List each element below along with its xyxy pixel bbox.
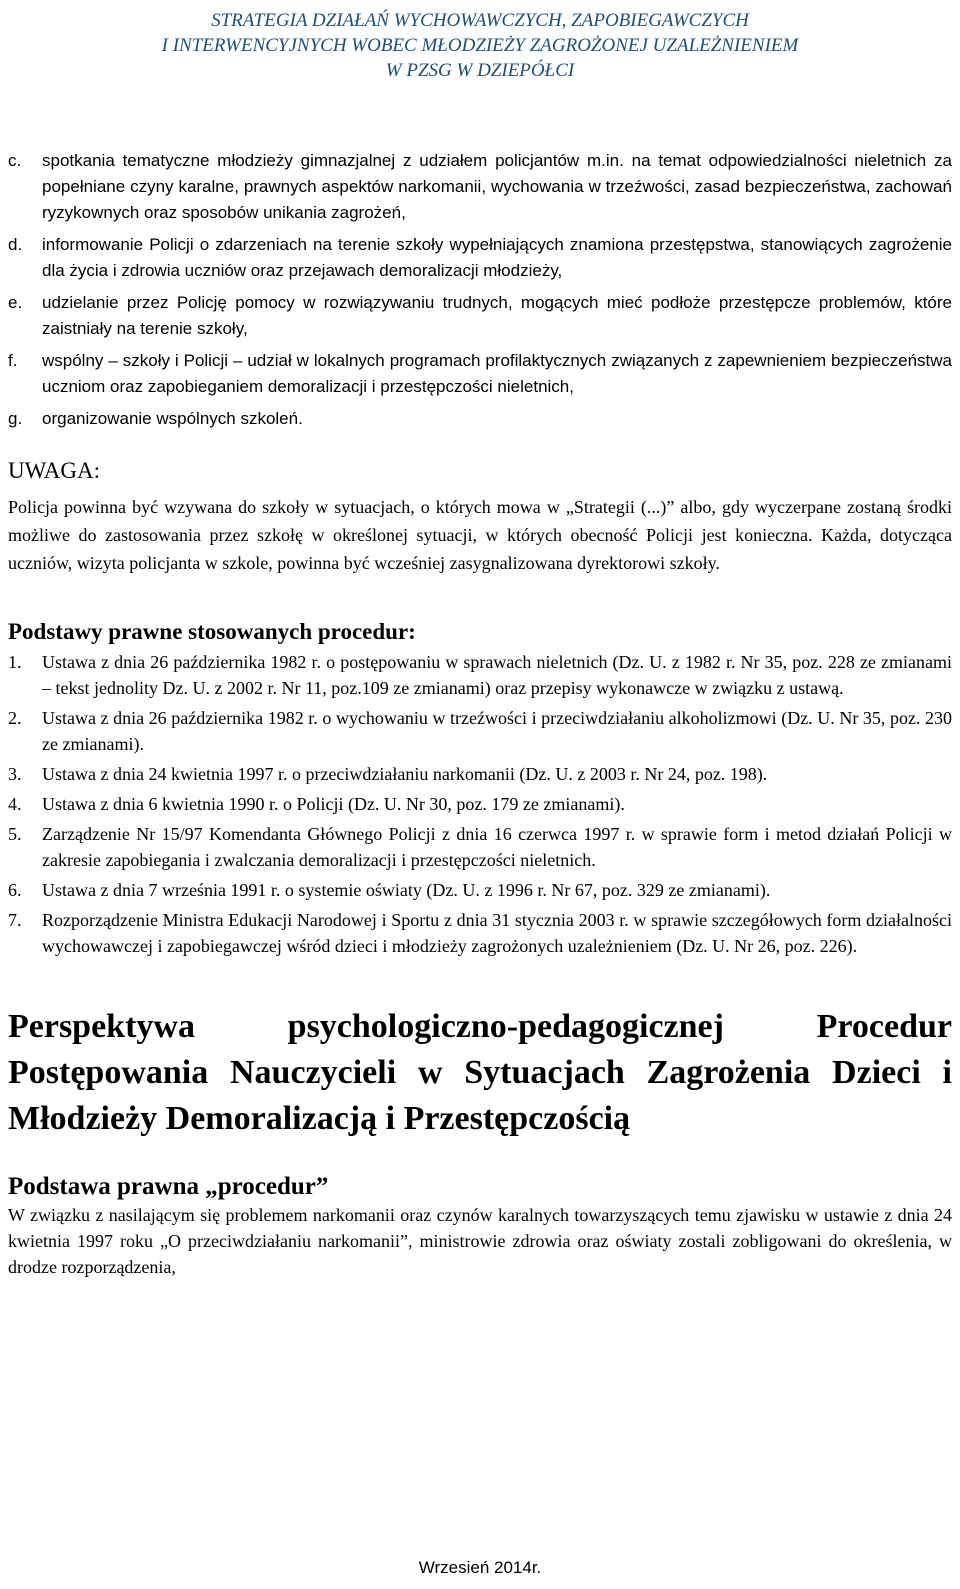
- list-item: [8, 232, 952, 284]
- note-text: Policja powinna być wzywana do szkoły w sytuacjach, o których mowa w „Strategii (...)” albo, gdy wyczerpane zostaną środki możliwe do zastosowania przez szkołę w określonej sytuacji, w których obecność Policji jest konieczna. Każda, dotycząca uczniów, wizyta policjanta w szkole, powinna być wcześniej zasygnalizowana dyrektorowi szkoły.: [8, 497, 952, 573]
- body-paragraph: W związku z nasilającym się problemem narkomanii oraz czynów karalnych towarzyszących temu zjawisku w ustawie z dnia 24 kwietnia 1997 roku „O przeciwdziałaniu narkomanii”, ministrowie zdrowia oraz oświaty zostali zobligowani do określenia, w drodze rozporządzenia,: [8, 1205, 952, 1277]
- header-line-3: W PZSG W DZIEPÓŁCI: [385, 60, 575, 81]
- list-item-text: Rozporządzenie Ministra Edukacji Narodowej i Sportu z dnia 31 stycznia 2003 r. w sprawie szczegółowych form działalności wychowawczej i zapobiegawczej wśród dzieci i młodzieży zagrożonych uzależnieniem (Dz. U. Nr 26, poz. 226).: [42, 910, 952, 956]
- list-item: [8, 290, 952, 342]
- police-cooperation-list: [8, 148, 952, 432]
- list-marker: 4.: [8, 794, 22, 814]
- list-item-text: informowanie Policji o zdarzeniach na terenie szkoły wypełniających znamiona przestępstwa, stanowiących zagrożenie dla życia i zdrowia uczniów oraz przejawach demoralizacji młodzieży,: [42, 235, 952, 280]
- list-marker: f.: [8, 351, 18, 370]
- list-item-text: spotkania tematyczne młodzieży gimnazjalnej z udziałem policjantów m.in. na temat odpowiedzialności nieletnich za popełniane czyny karalne, prawnych aspektów narkomanii, wychowania w trzeźwości, zasad bezpieczeństwa, zachowań ryzykownych oraz sposobów unikania zagrożeń,: [42, 151, 952, 222]
- list-item-text: Ustawa z dnia 26 października 1982 r. o postępowaniu w sprawach nieletnich (Dz. U. z 1982 r. Nr 35, poz. 228 ze zmianami – tekst jednolity Dz. U. z 2002 r. Nr 11, poz.109 ze zmianami) oraz przepisy wykonawcze w związku z ustawą.: [42, 652, 952, 698]
- list-item: [8, 348, 952, 400]
- list-marker: e.: [8, 293, 23, 312]
- list-marker: 6.: [8, 880, 22, 900]
- list-item-text: Zarządzenie Nr 15/97 Komendanta Głównego Policji z dnia 16 czerwca 1997 r. w sprawie form i metod działań Policji w zakresie zapobiegania i zwalczania demoralizacji i przestępczości nieletnich.: [42, 824, 952, 870]
- list-marker: 7.: [8, 910, 22, 930]
- document-header: [8, 8, 952, 83]
- subsection-heading: Podstawa prawna „procedur”: [8, 1173, 329, 1200]
- list-item: [8, 907, 952, 959]
- list-item: [8, 821, 952, 873]
- list-item: [8, 791, 952, 817]
- list-marker: 2.: [8, 708, 22, 728]
- list-marker: 1.: [8, 652, 22, 672]
- legal-basis-list: [8, 649, 952, 959]
- list-marker: c.: [8, 151, 22, 170]
- list-item: [8, 705, 952, 757]
- list-marker: 3.: [8, 764, 22, 784]
- list-item: [8, 761, 952, 787]
- legal-basis-title: Podstawy prawne stosowanych procedur:: [8, 619, 416, 644]
- list-item: [8, 877, 952, 903]
- header-line-1: STRATEGIA DZIAŁAŃ WYCHOWAWCZYCH, ZAPOBIEGAWCZYCH: [211, 10, 749, 31]
- list-item-text: Ustawa z dnia 7 września 1991 r. o systemie oświaty (Dz. U. z 1996 r. Nr 67, poz. 329 ze zmianami).: [42, 880, 771, 900]
- list-item: [8, 406, 952, 432]
- list-item: [8, 148, 952, 226]
- list-item-text: organizowanie wspólnych szkoleń.: [42, 409, 303, 428]
- list-marker: d.: [8, 235, 23, 254]
- document-page: [8, 0, 952, 1589]
- list-item-text: Ustawa z dnia 6 kwietnia 1990 r. o Policji (Dz. U. Nr 30, poz. 179 ze zmianami).: [42, 794, 625, 814]
- list-item-text: wspólny – szkoły i Policji – udział w lokalnych programach profilaktycznych związanych z zapewnieniem bezpieczeństwa uczniom oraz zapobieganiem demoralizacji i przestępczości nieletnich,: [42, 351, 952, 396]
- list-marker: g.: [8, 409, 23, 428]
- list-item-text: udzielanie przez Policję pomocy w rozwiązywaniu trudnych, mogących mieć podłoże przestępcze problemów, które zaistniały na terenie szkoły,: [42, 293, 952, 338]
- header-line-2: I INTERWENCYJNYCH WOBEC MŁODZIEŻY ZAGROŻONEJ UZALEŻNIENIEM: [161, 35, 799, 56]
- list-item-text: Ustawa z dnia 24 kwietnia 1997 r. o przeciwdziałaniu narkomanii (Dz. U. z 2003 r. Nr 24, poz. 198).: [42, 764, 768, 784]
- list-marker: 5.: [8, 824, 22, 844]
- page-footer: Wrzesień 2014r.: [418, 1558, 542, 1577]
- note-title: UWAGA:: [8, 458, 100, 483]
- list-item: [8, 649, 952, 701]
- list-item-text: Ustawa z dnia 26 października 1982 r. o wychowaniu w trzeźwości i przeciwdziałaniu alkoholizmowi (Dz. U. Nr 35, poz. 230 ze zmianami).: [42, 708, 952, 754]
- section-heading: Perspektywa psychologiczno-pedagogicznej Procedur Postępowania Nauczycieli w Sytuacjach Zagrożenia Dzieci i Młodzieży Demoralizacją i Przestępczością: [8, 1008, 952, 1137]
